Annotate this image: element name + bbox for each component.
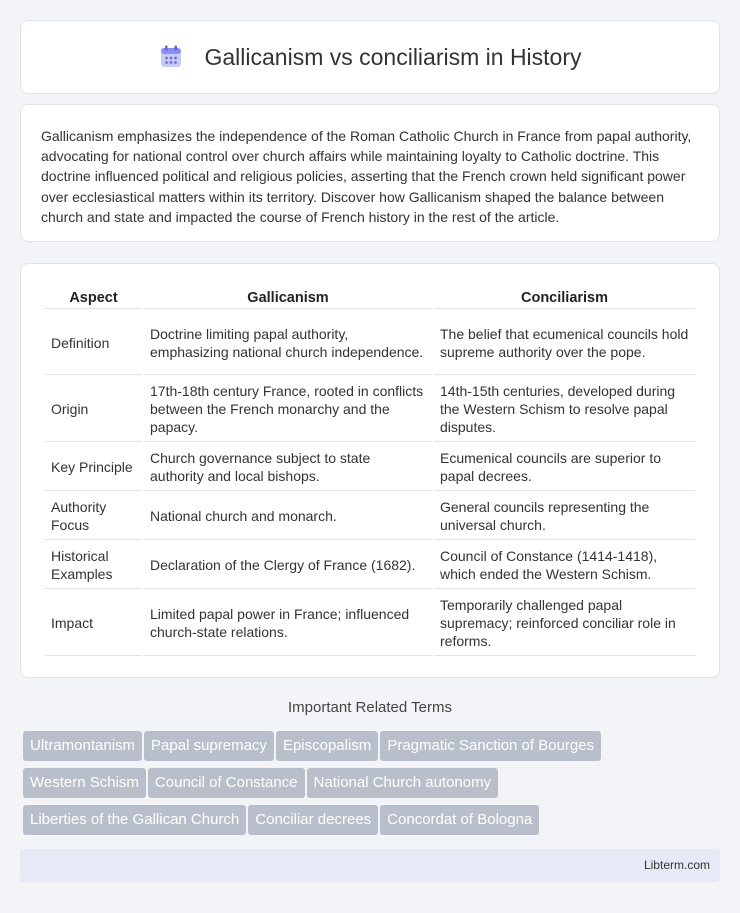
intro-text: Gallicanism emphasizes the independence of the Roman Catholic Church in France from papal authority, advocating for national control over church affairs while maintaining loyalty to Catholic doctrine. This doctrine influenced political and religious policies, asserting that the French crown held significant power over ecclesiastical matters within its territory. Discover how Gallicanism shaped the balance between church and state and impacted the course of French history in the rest of the article. <box>41 128 692 225</box>
table-header-row <box>45 286 695 309</box>
conciliarism-cell: General councils representing the universal church. <box>434 493 695 540</box>
table-row <box>45 377 695 442</box>
page-title: Gallicanism vs conciliarism in History <box>204 43 582 70</box>
gallicanism-cell: National church and monarch. <box>144 493 432 540</box>
related-terms-heading: Important Related Terms <box>288 699 452 716</box>
table-row <box>45 311 695 375</box>
aspect-cell: Origin <box>45 377 142 442</box>
table-row <box>45 591 695 656</box>
footer-site-link[interactable]: Libterm.com <box>643 858 710 872</box>
conciliarism-cell: Council of Constance (1414-1418), which ended the Western Schism. <box>434 542 695 589</box>
related-term-tag[interactable]: Council of Constance <box>148 768 305 798</box>
title-card <box>20 20 720 94</box>
related-term-tag[interactable]: Conciliar decrees <box>248 805 378 835</box>
conciliarism-cell: Ecumenical councils are superior to papal decrees. <box>434 444 695 491</box>
conciliarism-cell: Temporarily challenged papal supremacy; reinforced conciliar role in reforms. <box>434 591 695 656</box>
gallicanism-cell: Limited papal power in France; influenced church-state relations. <box>144 591 432 656</box>
related-term-tag[interactable]: Episcopalism <box>276 731 378 761</box>
table-row <box>45 444 695 491</box>
related-term-tag[interactable]: Concordat of Bologna <box>380 805 539 835</box>
footer <box>20 849 720 882</box>
related-term-tag[interactable]: Ultramontanism <box>23 731 142 761</box>
header-aspect: Aspect <box>45 286 142 309</box>
comparison-table-card <box>20 263 720 678</box>
related-term-tag[interactable]: Liberties of the Gallican Church <box>23 805 246 835</box>
related-term-tag[interactable]: Papal supremacy <box>144 731 274 761</box>
conciliarism-cell: The belief that ecumenical councils hold supreme authority over the pope. <box>434 311 695 375</box>
gallicanism-cell: 17th-18th century France, rooted in conflicts between the French monarchy and the papacy. <box>144 377 432 442</box>
aspect-cell: Authority Focus <box>45 493 142 540</box>
aspect-cell: Historical Examples <box>45 542 142 589</box>
gallicanism-cell: Doctrine limiting papal authority, emphasizing national church independence. <box>144 311 432 375</box>
calendar-icon <box>158 44 184 70</box>
aspect-cell: Definition <box>45 311 142 375</box>
conciliarism-cell: 14th-15th centuries, developed during the Western Schism to resolve papal disputes. <box>434 377 695 442</box>
comparison-table <box>43 284 697 658</box>
gallicanism-cell: Church governance subject to state authority and local bishops. <box>144 444 432 491</box>
header-gallicanism: Gallicanism <box>144 286 432 309</box>
related-term-tag[interactable]: Pragmatic Sanction of Bourges <box>380 731 601 761</box>
gallicanism-cell: Declaration of the Clergy of France (1682). <box>144 542 432 589</box>
aspect-cell: Impact <box>45 591 142 656</box>
intro-card <box>20 104 720 242</box>
header-conciliarism: Conciliarism <box>434 286 695 309</box>
related-term-tag[interactable]: Western Schism <box>23 768 146 798</box>
aspect-cell: Key Principle <box>45 444 142 491</box>
related-terms-list <box>23 731 723 842</box>
table-row <box>45 542 695 589</box>
table-row <box>45 493 695 540</box>
related-term-tag[interactable]: National Church autonomy <box>307 768 499 798</box>
